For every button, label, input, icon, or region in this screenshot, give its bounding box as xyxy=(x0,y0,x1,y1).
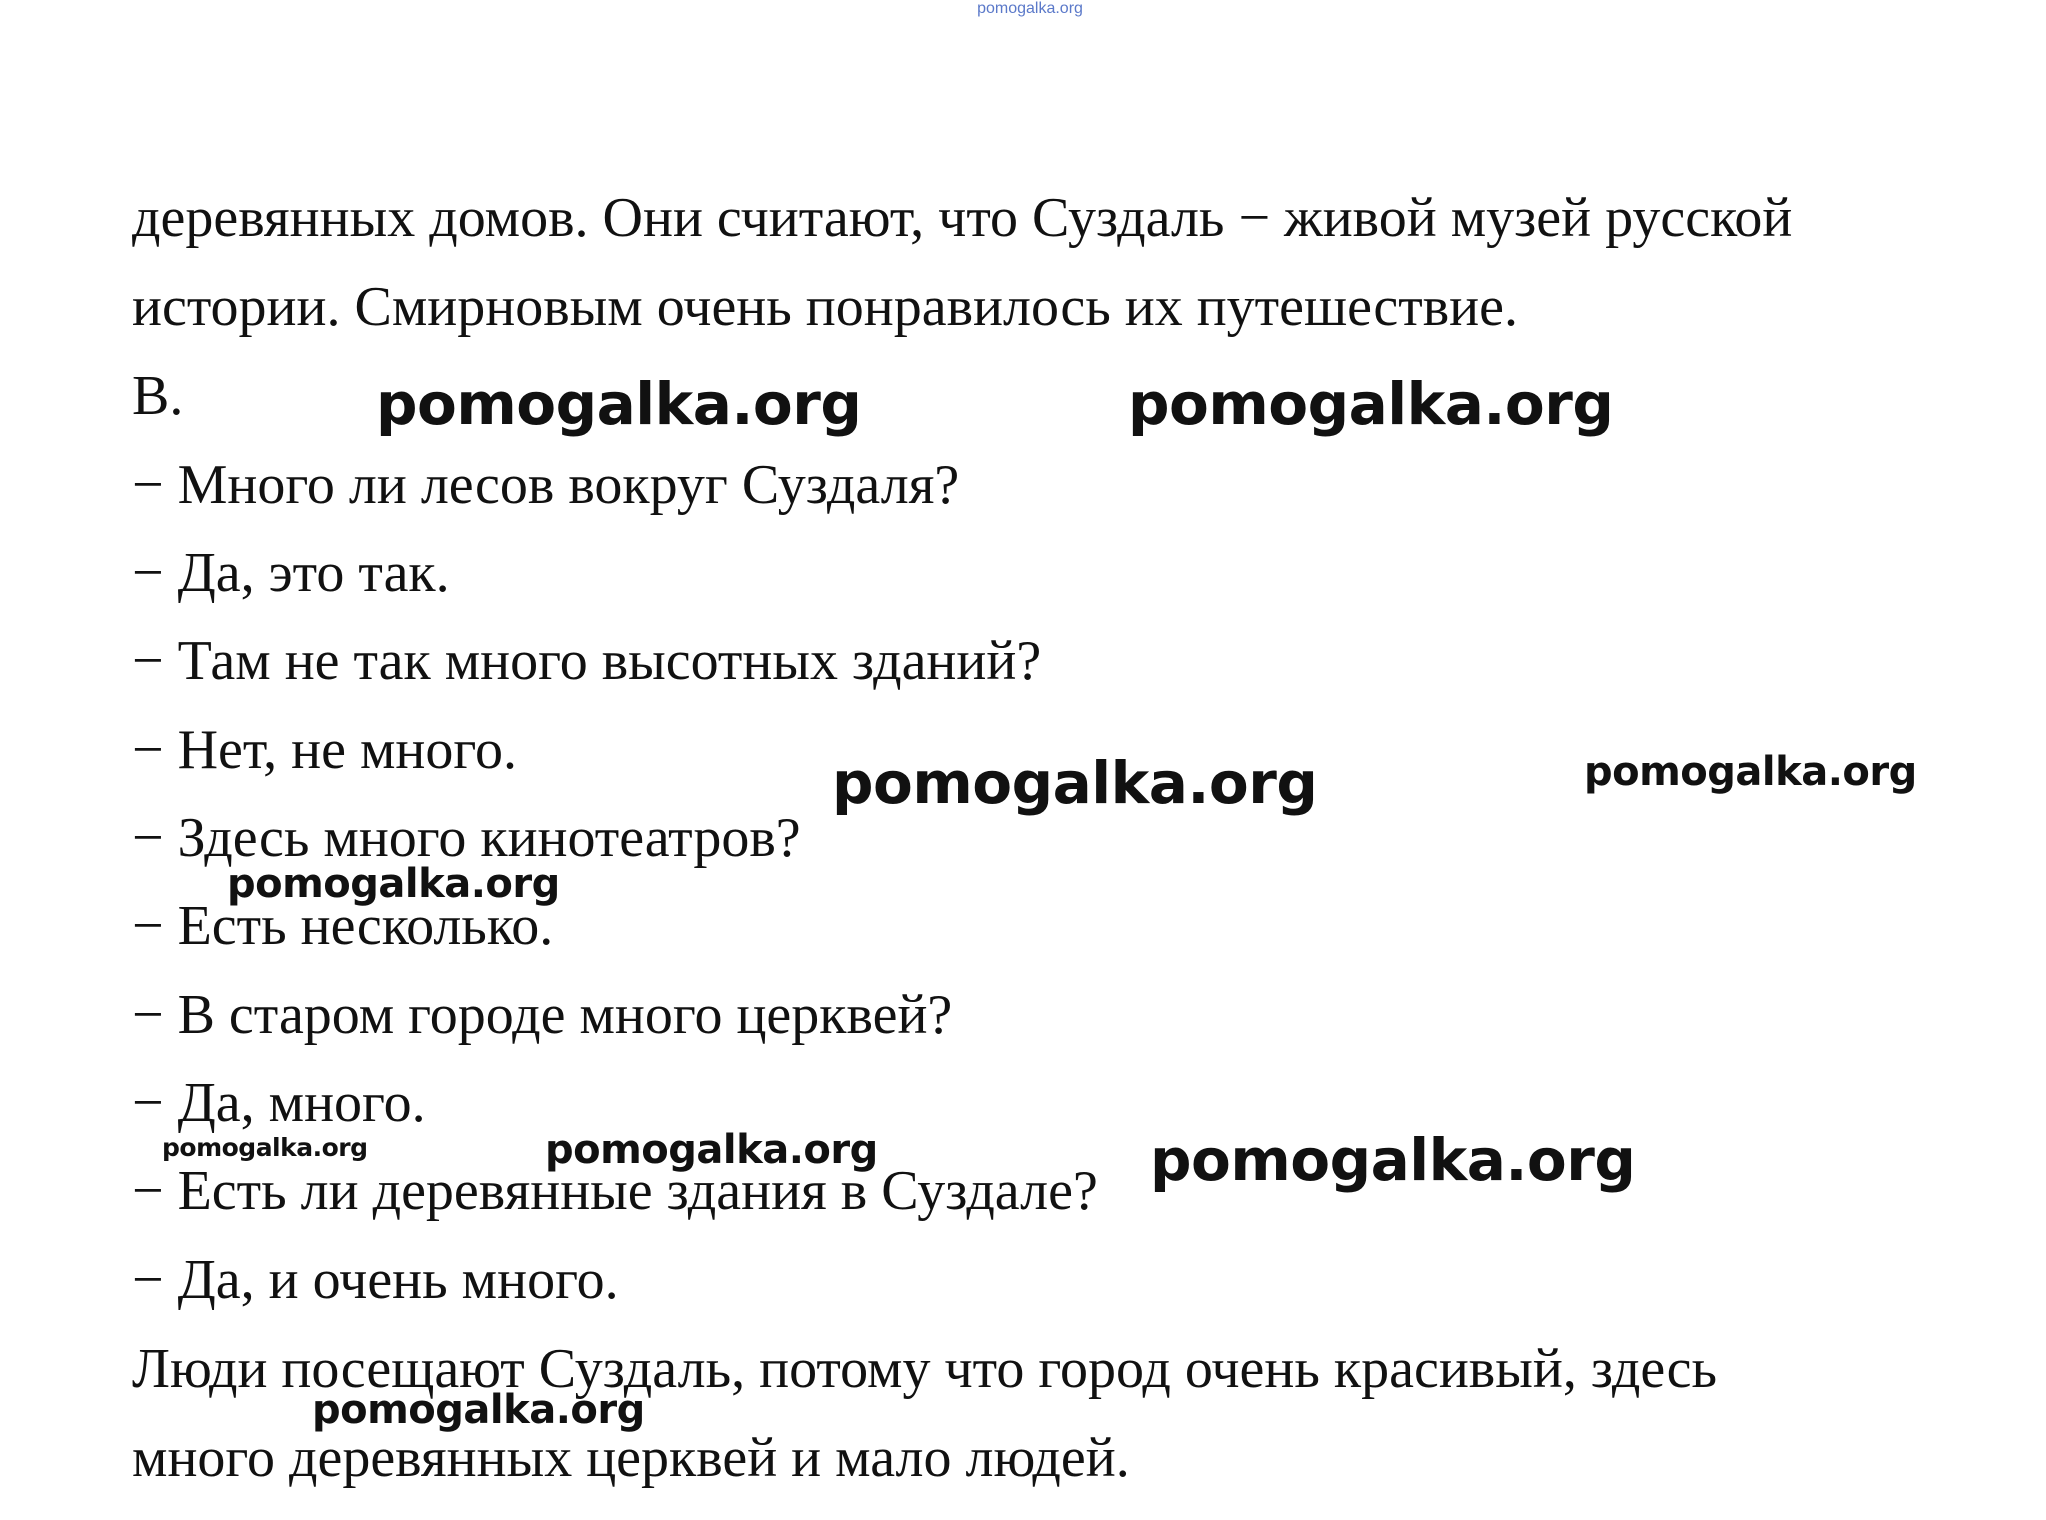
dialogue-line-3: − Там не так много высотных зданий? xyxy=(132,630,1042,692)
paragraph-line-1: деревянных домов. Они считают, что Суздаль − живой музей русской xyxy=(132,187,1793,249)
dialogue-line-6: − Есть несколько. xyxy=(132,895,554,957)
dialogue-line-4: − Нет, не много. xyxy=(132,719,517,781)
watermark-3: pomogalka.org xyxy=(832,749,1318,817)
conclusion-line-1: Люди посещают Суздаль, потому что город очень красивый, здесь xyxy=(132,1338,1718,1400)
dialogue-line-7: − В старом городе много церквей? xyxy=(132,984,953,1046)
dialogue-line-1: − Много ли лесов вокруг Суздаля? xyxy=(132,454,960,516)
watermark-8: pomogalka.org xyxy=(1150,1126,1636,1194)
dialogue-line-2: − Да, это так. xyxy=(132,542,450,604)
conclusion-line-2: много деревянных церквей и мало людей. xyxy=(132,1427,1130,1489)
dialogue-line-5: − Здесь много кинотеатров? xyxy=(132,807,801,869)
top-watermark: pomogalka.org xyxy=(977,0,1083,17)
watermark-4: pomogalka.org xyxy=(1584,749,1917,795)
watermark-2: pomogalka.org xyxy=(1128,370,1614,438)
watermark-6: pomogalka.org xyxy=(162,1133,368,1162)
paragraph-line-2: истории. Смирновым очень понравилось их путешествие. xyxy=(132,276,1518,338)
dialogue-line-8: − Да, много. xyxy=(132,1072,426,1134)
dialogue-line-10: − Да, и очень много. xyxy=(132,1249,619,1311)
watermark-5: pomogalka.org xyxy=(227,861,560,907)
watermark-9: pomogalka.org xyxy=(312,1387,645,1433)
dialogue-line-9: − Есть ли деревянные здания в Суздале? xyxy=(132,1160,1098,1222)
watermark-7: pomogalka.org xyxy=(545,1127,878,1173)
section-label: B. xyxy=(132,365,184,427)
watermark-1: pomogalka.org xyxy=(376,370,862,438)
